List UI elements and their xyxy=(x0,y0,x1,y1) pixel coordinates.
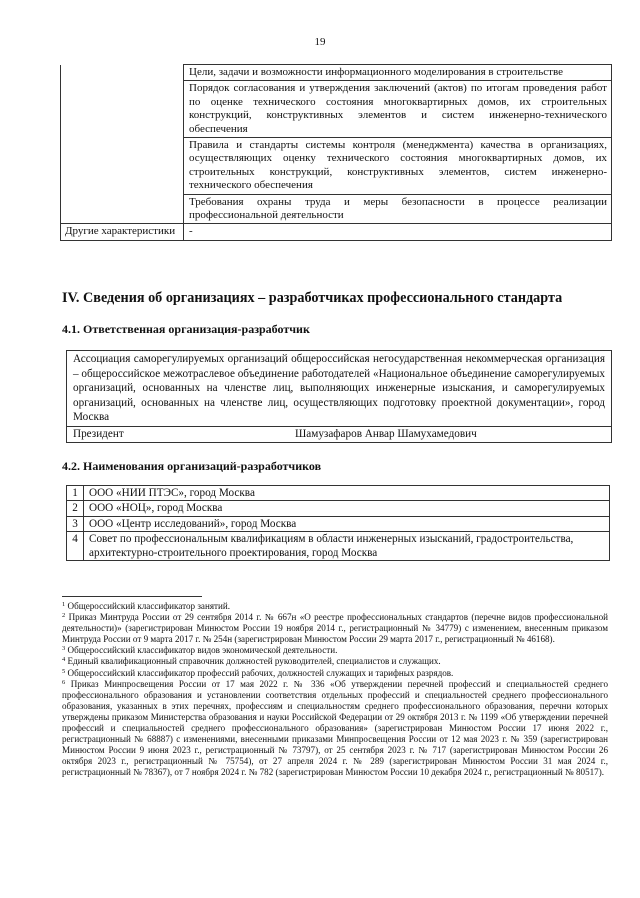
other-characteristics-label: Другие характеристики xyxy=(61,224,184,240)
table-row xyxy=(61,138,612,195)
table-row xyxy=(67,501,610,516)
footnote-mark: 5 xyxy=(62,667,66,675)
section-title: IV. Сведения об организациях – разработчиках профессионального стандарта xyxy=(62,290,563,306)
responsible-org-name: Ассоциация саморегулируемых организаций общероссийская негосударственная некоммерческая организация – общероссийское межотраслевое объединение работодателей «Национальное объединение саморегулируемых организаций, основанных на членстве лиц, выполняющих инженерные изыскания, и саморегулируемых организаций, основанных на членстве лиц, осуществляющих подготовку проектной документации», город Москва xyxy=(67,351,611,427)
footnote-separator xyxy=(62,596,202,597)
other-characteristics-value: - xyxy=(184,224,612,240)
page-number: 19 xyxy=(314,36,326,48)
developers-table xyxy=(66,485,610,561)
footnote-text: Общероссийский классификатор занятий. xyxy=(67,601,231,611)
table-row xyxy=(67,531,610,561)
table-cell-label xyxy=(61,65,184,81)
table-cell-text: Правила и стандарты системы контроля (менеджмента) качества в организациях, осуществляющих оценку технического состояния многоквартирных домов, их строительных конструкций, конструктивных элементов, систем инженерно-технического обеспечения xyxy=(184,138,612,195)
table-row xyxy=(67,486,610,501)
footnote xyxy=(62,679,608,779)
table-row xyxy=(61,81,612,138)
table-cell-label xyxy=(61,138,184,195)
head-position: Президент xyxy=(73,427,124,440)
table-cell-text: Цели, задачи и возможности информационного моделирования в строительстве xyxy=(184,65,612,81)
developers-heading: 4.2. Наименования организаций-разработчиков xyxy=(62,459,322,473)
responsible-org-head-row xyxy=(67,427,611,442)
responsible-org-heading: 4.1. Ответственная организация-разработчик xyxy=(62,322,310,336)
footnote-mark: 2 xyxy=(62,612,66,620)
footnotes xyxy=(62,601,608,779)
head-name: Шамузафаров Анвар Шамухамедович xyxy=(295,427,477,440)
footnote-mark: 1 xyxy=(62,601,66,608)
footnote-text: Приказ Минпросвещения России от 17 мая 2022 г. № 336 «Об утверждении перечней профессий и специальностей среднего профессионального образования и установлении соответствия отдельных профессий и специальностей среднего профессионального образования, указанных в этих перечнях, профессиям и специальностям среднего профессионального образования, перечни которых утверждены приказом Министерства образования и науки Российской Федерации от 29 октября 2013 г. № 1199 «Об утверждении перечней профессий и специальностей среднего профессионального образования» (зарегистрирован Минюстом России 17 июня 2022 г., регистрационный № 68887) с изменениями, внесенными приказами Минпросвещения России от 12 мая 2023 г. № 359 (зарегистрирован Минюстом России 9 июня 2023 г., регистрационный № 73797), от 25 сентября 2023 г. № 717 (зарегистрирован Минюстом России 26 октября 2023 г., регистрационный № 75754), от 27 апреля 2024 г. № 289 (зарегистрирован Минюстом России 31 мая 2024 г., регистрационный № 78367), от 7 ноября 2024 г. № 782 (зарегистрирован Минюстом России 10 декабря 2024 г., регистрационный № 80517). xyxy=(62,678,608,778)
footnote xyxy=(62,668,608,679)
footnote xyxy=(62,656,608,667)
table-cell-text: Требования охраны труда и меры безопасности в процессе реализации профессиональной деятельности xyxy=(184,194,612,224)
footnote-text: Приказ Минтруда России от 29 сентября 2014 г. № 667н «О реестре профессиональных стандартов (перечне видов профессиональной деятельности)» (зарегистрирован Минюстом России 19 ноября 2014 г., регистрационный № 34779) с изменением, внесенным приказом Минтруда России от 9 марта 2017 г. № 254н (зарегистрирован Минюстом России 29 марта 2017 г., регистрационный № 46168). xyxy=(62,612,608,645)
footnote-mark: 6 xyxy=(62,678,66,686)
developer-name: Совет по профессиональным квалификациям в области инженерных изысканий, градостроительства, архитектурно-строительного проектирования, город Москва xyxy=(84,531,610,561)
table-cell-label xyxy=(61,194,184,224)
table-row xyxy=(61,194,612,224)
characteristics-table xyxy=(60,64,612,241)
footnote xyxy=(62,601,608,612)
footnote-text: Единый квалификационный справочник должностей руководителей, специалистов и служащих. xyxy=(67,656,441,667)
responsible-org-box xyxy=(66,350,612,443)
row-number: 4 xyxy=(67,531,84,561)
developer-name: ООО «Центр исследований», город Москва xyxy=(84,516,610,531)
row-number: 1 xyxy=(67,486,84,501)
row-number: 2 xyxy=(67,501,84,516)
table-row xyxy=(67,516,610,531)
footnote-mark: 3 xyxy=(62,645,66,653)
table-cell-text: Порядок согласования и утверждения заключений (актов) по итогам проведения работ по оценке технического состояния многоквартирных домов, их строительных конструкций, конструктивных элементов и систем инженерно-технического обеспечения xyxy=(184,81,612,138)
table-row xyxy=(61,65,612,81)
footnote xyxy=(62,612,608,645)
footnote-mark: 4 xyxy=(62,656,66,664)
footnote-text: Общероссийский классификатор видов экономической деятельности. xyxy=(67,645,338,656)
developer-name: ООО «НОЦ», город Москва xyxy=(84,501,610,516)
developer-name: ООО «НИИ ПТЭС», город Москва xyxy=(84,486,610,501)
table-row xyxy=(61,224,612,240)
footnote xyxy=(62,645,608,656)
footnote-text: Общероссийский классификатор профессий рабочих, должностей служащих и тарифных разрядов. xyxy=(67,667,454,678)
table-cell-label xyxy=(61,81,184,138)
row-number: 3 xyxy=(67,516,84,531)
